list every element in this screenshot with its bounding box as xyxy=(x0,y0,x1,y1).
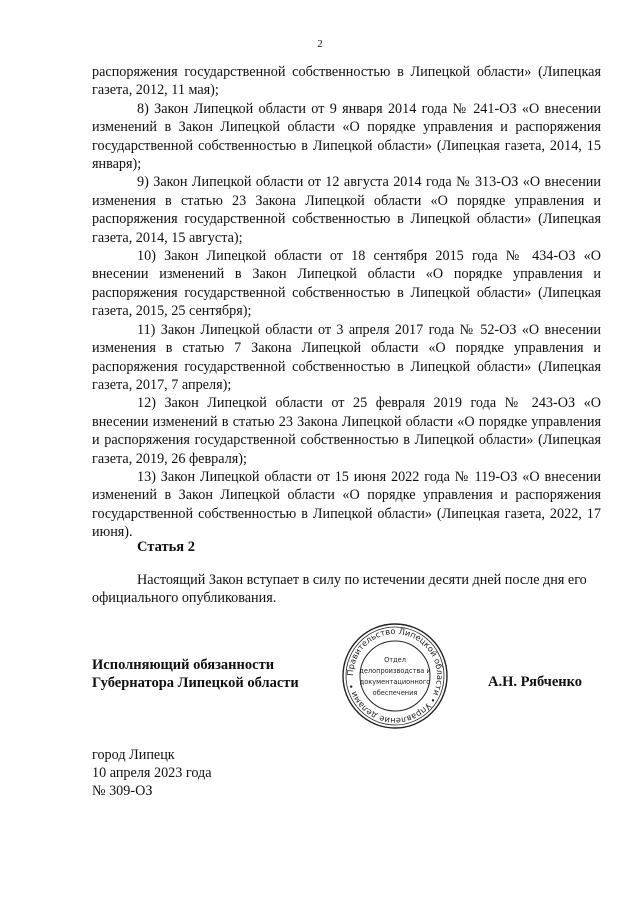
signatory-name: А.Н. Рябченко xyxy=(488,674,583,690)
signatory-position xyxy=(92,657,299,692)
seal-outer-text: Правительство Липецкой области • Управление делами • xyxy=(344,625,446,727)
law-number: № 309-ОЗ xyxy=(92,783,153,799)
law-list-item: 9) Закон Липецкой области от 12 августа 2014 года № 313-ОЗ «О внесении изменения в статью 23 Закона Липецкой области «О порядке управления и распоряжения государственной собственностью в Липецкой области» (Липецкая газета, 2014, 15 августа); xyxy=(92,174,601,246)
date: 10 апреля 2023 года xyxy=(92,765,212,781)
law-list-item: 12) Закон Липецкой области от 25 февраля 2019 года № 243-ОЗ «О внесении изменений в статью 23 Закона Липецкой области «О порядке управления и распоряжения государственной собственностью в Липецкой области» (Липецкая газета, 2019, 26 февраля); xyxy=(92,395,601,467)
law-list-item: 8) Закон Липецкой области от 9 января 2014 года № 241-ОЗ «О внесении изменений в Закон Липецкой области «О порядке управления и распоряжения государственной собственностью в Липецкой области» (Липецкая газета, 2014, 15 января); xyxy=(92,100,601,173)
document-footer xyxy=(92,746,212,800)
seal-inner-text xyxy=(359,656,430,697)
city: город Липецк xyxy=(92,747,175,763)
seal-inner-line: делопроизводства и xyxy=(359,667,431,675)
position-line-2: Губернатора Липецкой области xyxy=(92,674,299,691)
page-number: 2 xyxy=(317,38,323,50)
law-list xyxy=(92,63,601,542)
seal-inner-line: обеспечения xyxy=(372,689,418,697)
seal-inner-line: документационного xyxy=(359,678,431,686)
seal-inner-line: Отдел xyxy=(384,656,406,664)
official-seal xyxy=(341,622,449,730)
article-title: Статья 2 xyxy=(137,539,195,555)
law-list-item: распоряжения государственной собственностью в Липецкой области» (Липецкая газета, 2012, 11 мая); xyxy=(92,64,601,99)
position-line-1: Исполняющий обязанности xyxy=(92,657,275,673)
article-text: Настоящий Закон вступает в силу по истечении десяти дней после дня его официального опубликования. xyxy=(92,572,587,607)
law-list-item: 13) Закон Липецкой области от 15 июня 2022 года № 119-ОЗ «О внесении изменений в Закон Липецкой области «О порядке управления и распоряжения государственной собственностью в Липецкой области» (Липецкая газета, 2022, 17 июня). xyxy=(92,468,601,541)
law-list-item: 11) Закон Липецкой области от 3 апреля 2017 года № 52-ОЗ «О внесении изменения в статью 7 Закона Липецкой области «О порядке управления и распоряжения государственной собственностью в Липецкой области» (Липецкая газета, 2017, 7 апреля); xyxy=(92,321,601,393)
law-list-item: 10) Закон Липецкой области от 18 сентября 2015 года № 434-ОЗ «О внесении изменений в Закон Липецкой области «О порядке управления и распоряжения государственной собственностью в Липецкой области» (Липецкая газета, 2015, 25 сентября); xyxy=(92,248,601,320)
